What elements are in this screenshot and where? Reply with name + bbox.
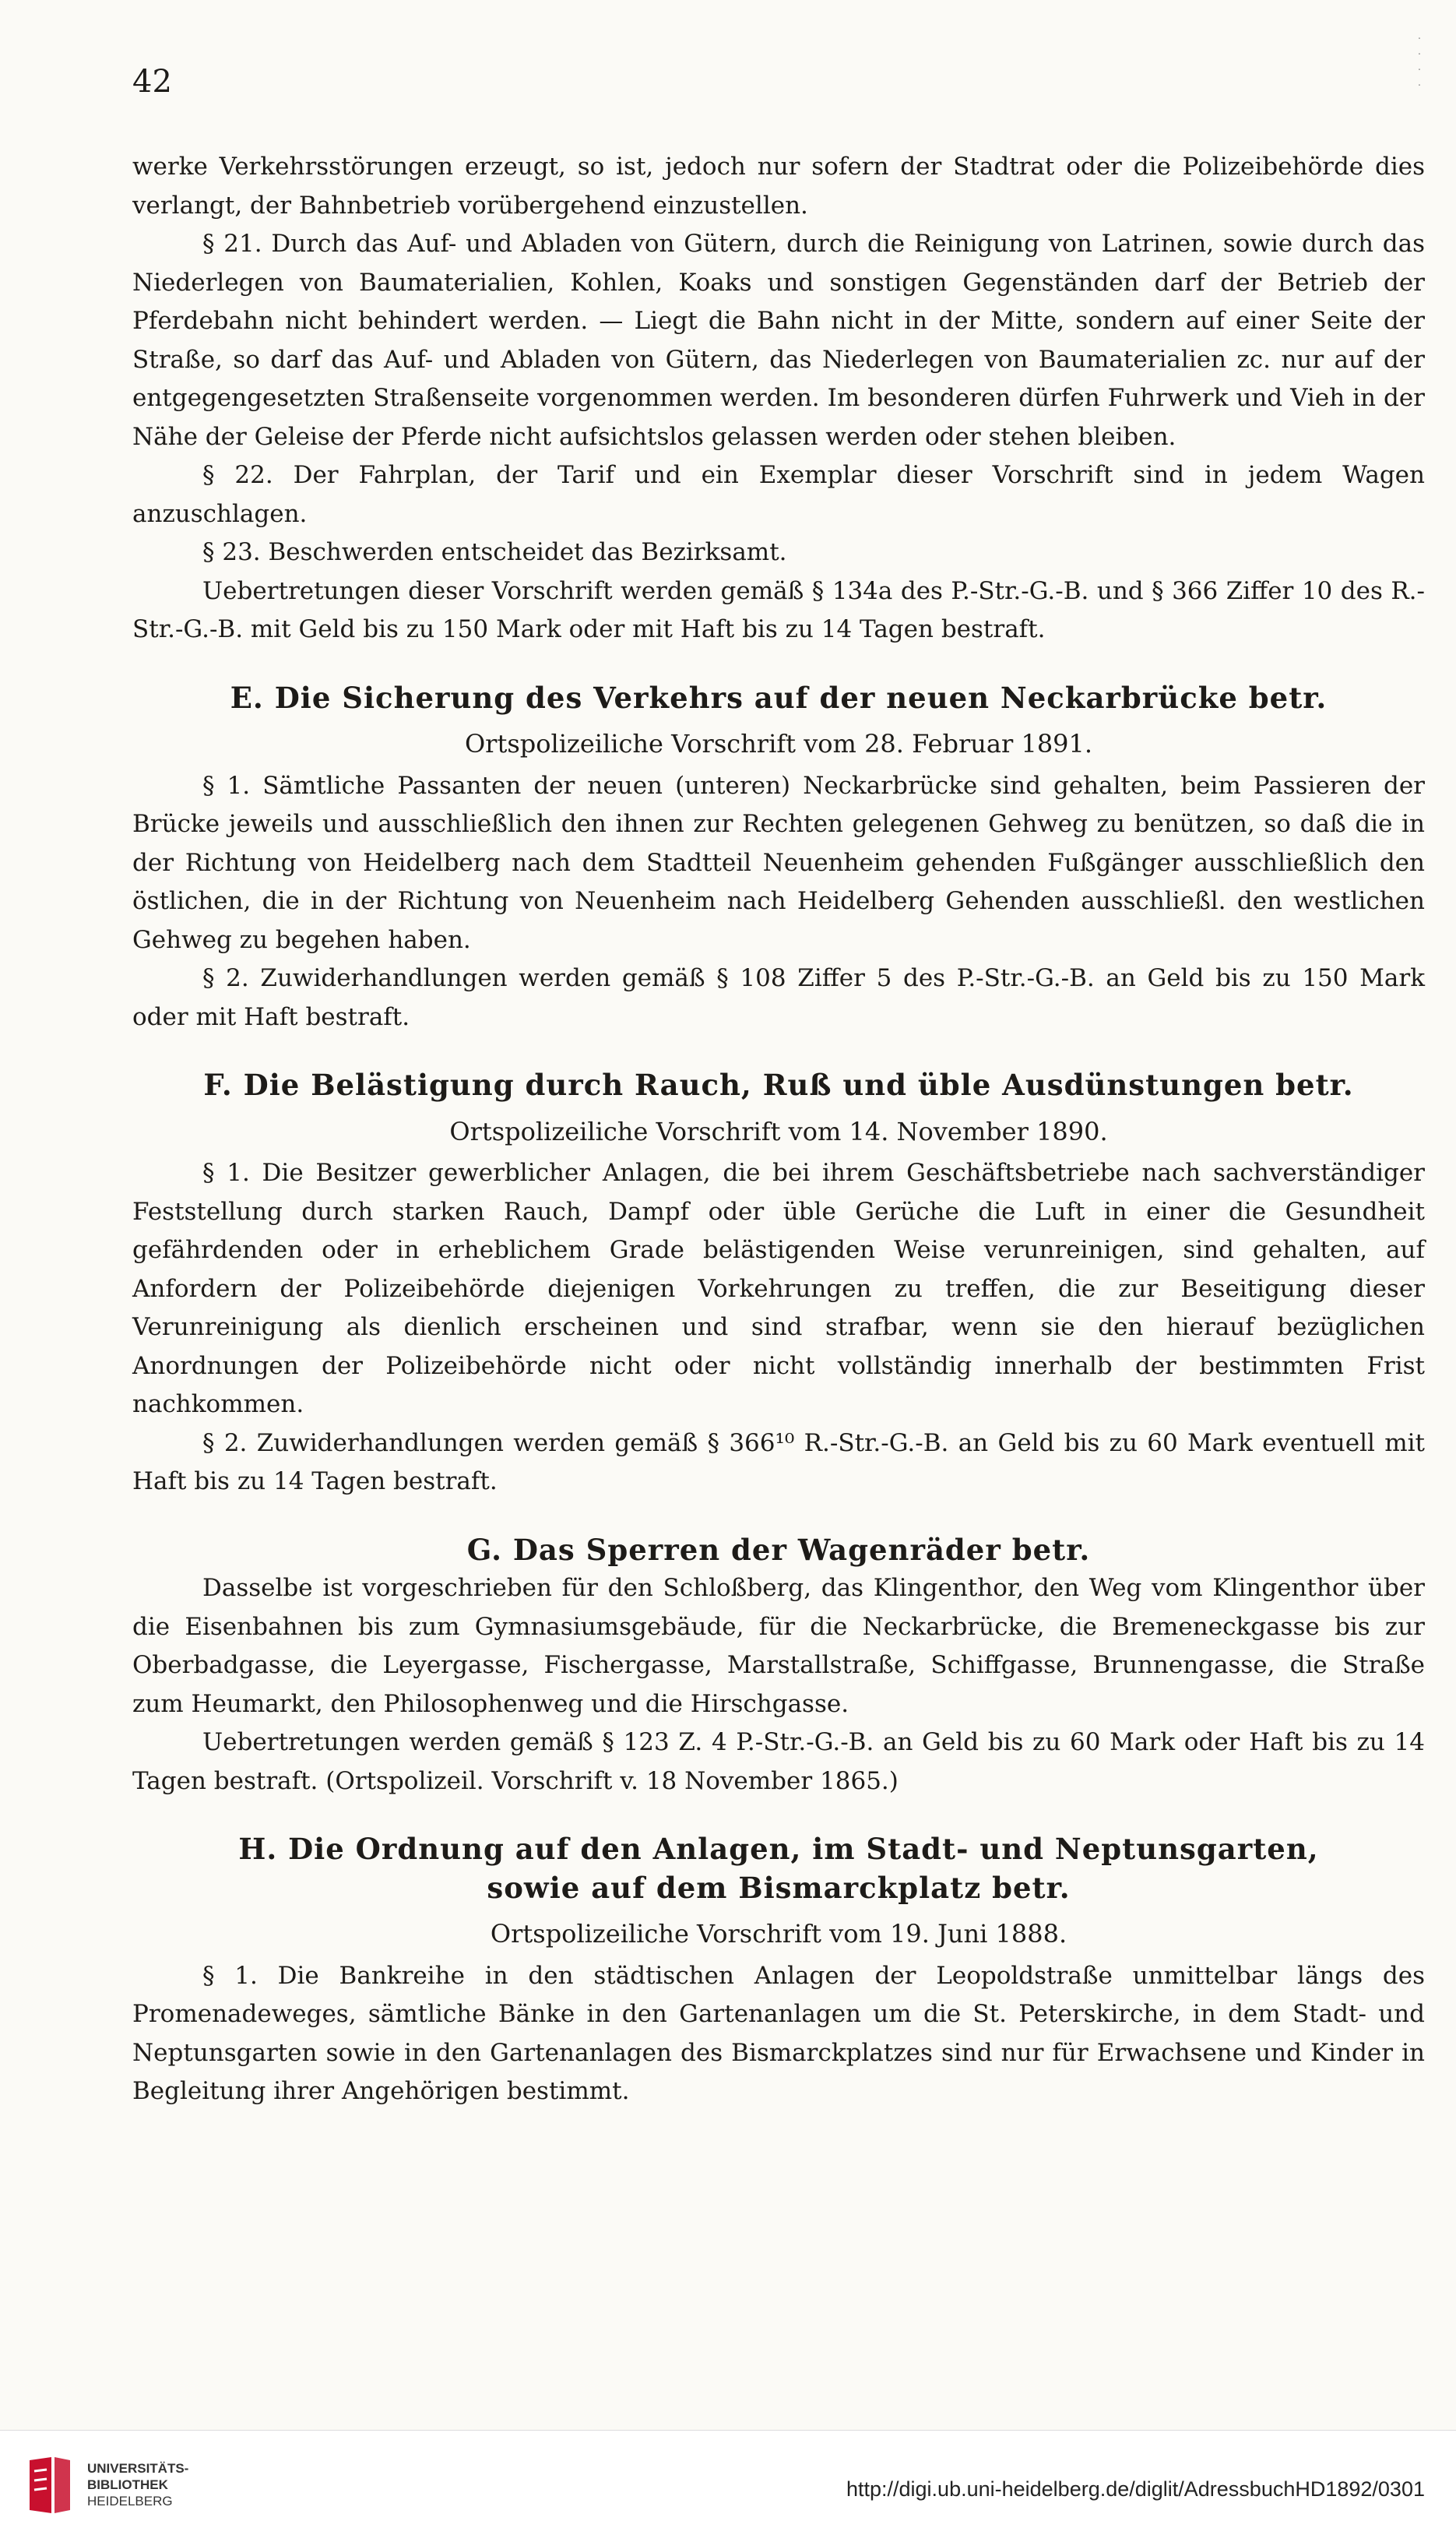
section-h-heading-line-2: sowie auf dem Bismarckplatz betr. (487, 1870, 1071, 1905)
section-f-paragraph-1: § 1. Die Besitzer gewerblicher Anlagen, die bei ihrem Geschäftsbetriebe nach sachverständiger Feststellung durch starken Rauch, Dampf oder üble Gerüche die Luft in einer die Gesundheit gefährdenden oder in erheblichem Grade belästigenden Weise verunreinigen, sind gehalten, auf Anfordern der Polizeibehörde diejenigen Vorkehrungen zu treffen, die zur Beseitigung dieser Verunreinigung als dienlich erscheinen und sind strafbar, wenn sie den hierauf bezüglichen Anordnungen der Polizeibehörde nicht oder nicht vollständig innerhalb der bestimmten Frist nachkommen. (132, 1159, 1425, 1418)
section-e-subheading: Ortspolizeiliche Vorschrift vom 28. Februar 1891. (464, 729, 1093, 759)
section-e-heading: E. Die Sicherung des Verkehrs auf der neuen Neckarbrücke betr. (230, 680, 1328, 715)
university-library-logo-icon (22, 2454, 76, 2516)
paragraph-section-23: § 23. Beschwerden entscheidet das Bezirksamt. (202, 538, 787, 566)
page-number: 42 (132, 64, 172, 100)
section-f-paragraph-2: § 2. Zuwiderhandlungen werden gemäß § 366¹⁰ R.-Str.-G.-B. an Geld bis zu 60 Mark eventuell mit Haft bis zu 14 Tagen bestraft. (132, 1428, 1425, 1495)
section-h-subheading: Ortspolizeiliche Vorschrift vom 19. Juni 1888. (490, 1919, 1067, 1949)
paragraph-section-22: § 22. Der Fahrplan, der Tarif und ein Exemplar dieser Vorschrift sind in jedem Wagen anzuschlagen. (132, 461, 1425, 528)
library-name-line-1: UNIVERSITÄTS- (87, 2461, 189, 2476)
library-name-line-3: HEIDELBERG (87, 2494, 173, 2509)
section-g-heading: G. Das Sperren der Wagenräder betr. (466, 1532, 1091, 1567)
section-g-paragraph-1: Dasselbe ist vorgeschrieben für den Schloßberg, das Klingenthor, den Weg vom Klingenthor über die Eisenbahnen bis zum Gymnasiumsgebäude, für die Neckarbrücke, die Bremeneckgasse bis zur Oberbadgasse, die Leyergasse, Fischergasse, Marstallstraße, Schiffgasse, Brunnengasse, die Straße zum Heumarkt, den Philosophenweg und die Hirschgasse. (132, 1574, 1425, 1718)
scan-edge-marks: · · · · (1417, 33, 1423, 92)
footer-bar (0, 2430, 1456, 2542)
section-h-heading-line-1: H. Die Ordnung auf den Anlagen, im Stadt- und Neptunsgarten, (238, 1832, 1319, 1866)
library-name-line-2: BIBLIOTHEK (87, 2477, 168, 2492)
section-e-paragraph-2: § 2. Zuwiderhandlungen werden gemäß § 108 Ziffer 5 des P.-Str.-G.-B. an Geld bis zu 150 Mark oder mit Haft bestraft. (132, 964, 1425, 1031)
paragraph-section-21: § 21. Durch das Auf- und Abladen von Gütern, durch die Reinigung von Latrinen, sowie durch das Niederlegen von Baumaterialien, Kohlen, Koaks und sonstigen Gegenständen darf der Betrieb der Pferdebahn nicht behindert werden. — Liegt die Bahn nicht in der Mitte, sondern auf einer Seite der Straße, so darf das Auf- und Abladen von Gütern, das Niederlegen von Baumaterialien zc. nur auf der entgegengesetzten Straßenseite vorgenommen werden. Im besonderen dürfen Fuhrwerk und Vieh in der Nähe der Geleise der Pferde nicht aufsichtslos gelassen werden oder stehen bleiben. (132, 230, 1425, 451)
paragraph-continuation: werke Verkehrsstörungen erzeugt, so ist, jedoch nur sofern der Stadtrat oder die Polizeibehörde dies verlangt, der Bahnbetrieb vorübergehend einzustellen. (132, 153, 1425, 220)
document-body (132, 148, 1425, 2111)
source-url-link[interactable]: http://digi.ub.uni-heidelberg.de/diglit/AdressbuchHD1892/0301 (846, 2477, 1425, 2501)
paragraph-penalties: Uebertretungen dieser Vorschrift werden gemäß § 134a des P.-Str.-G.-B. und § 366 Ziffer 10 des R.-Str.-G.-B. mit Geld bis zu 150 Mark oder mit Haft bis zu 14 Tagen bestraft. (132, 576, 1425, 643)
section-e-paragraph-1: § 1. Sämtliche Passanten der neuen (unteren) Neckarbrücke sind gehalten, beim Passieren der Brücke jeweils und ausschließlich den ihnen zur Rechten gelegenen Gehweg zu benützen, so daß die in der Richtung von Heidelberg nach dem Stadtteil Neuenheim gehenden Fußgänger ausschließlich den östlichen, die in der Richtung von Neuenheim nach Heidelberg Gehenden ausschließl. den westlichen Gehweg zu begehen haben. (132, 771, 1425, 954)
section-f-subheading: Ortspolizeiliche Vorschrift vom 14. November 1890. (449, 1116, 1108, 1146)
section-f-heading: F. Die Belästigung durch Rauch, Ruß und üble Ausdünstungen betr. (203, 1068, 1354, 1102)
library-name (87, 2460, 188, 2509)
section-g-paragraph-2: Uebertretungen werden gemäß § 123 Z. 4 P.-Str.-G.-B. an Geld bis zu 60 Mark oder Haft bis zu 14 Tagen bestraft. (Ortspolizeil. Vorschrift v. 18 November 1865.) (132, 1728, 1425, 1795)
section-h-paragraph-1: § 1. Die Bankreihe in den städtischen Anlagen der Leopoldstraße unmittelbar längs des Promenadeweges, sämtliche Bänke in den Gartenanlagen um die St. Peterskirche, in dem Stadt- und Neptunsgarten sowie in den Gartenanlagen des Bismarckplatzes sind nur für Erwachsene und Kinder in Begleitung ihrer Angehörigen bestimmt. (132, 1961, 1425, 2105)
